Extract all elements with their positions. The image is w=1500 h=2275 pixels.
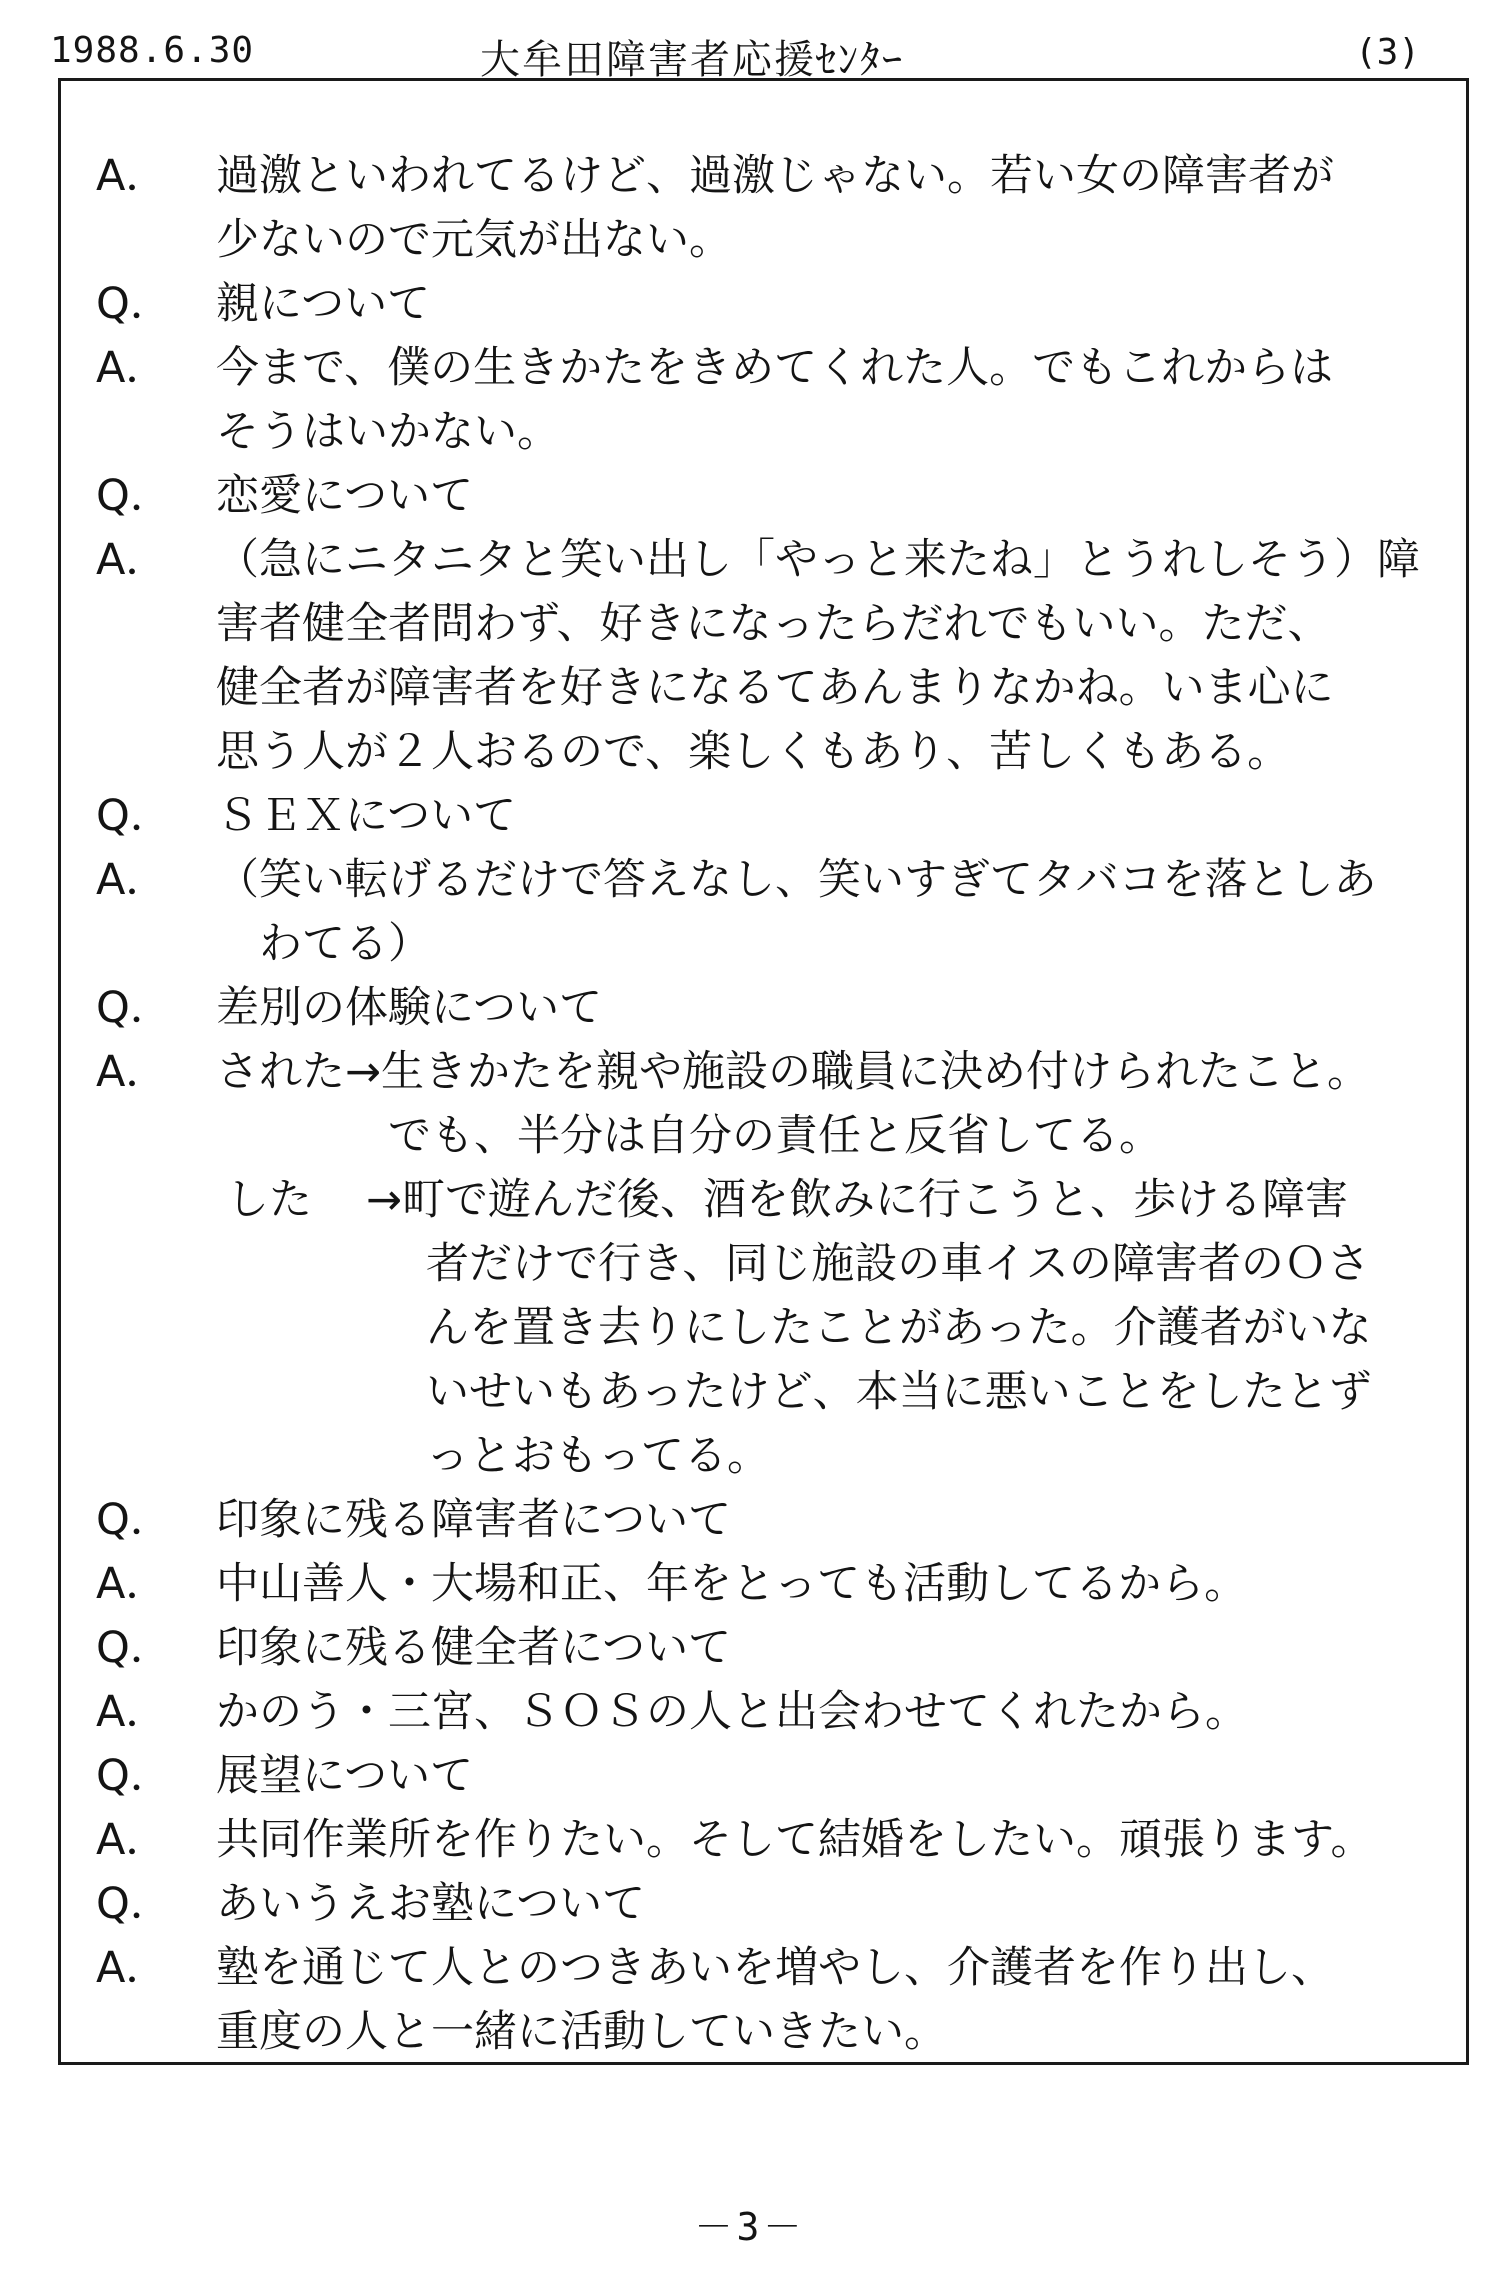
entry-text-line: 今まで、僕の生きかたをきめてくれた人。でもこれからは xyxy=(216,343,1334,393)
content-frame xyxy=(58,78,1469,2065)
question-marker: Q． xyxy=(96,471,173,521)
answer-marker: A． xyxy=(96,1687,169,1737)
entry-text-line: 重度の人と一緒に活動していきたい。 xyxy=(216,2007,947,2057)
entry-text-line: 共同作業所を作りたい。そして結婚をしたい。頑張ります。 xyxy=(216,1815,1374,1865)
question-entry xyxy=(96,1616,1456,1680)
entry-text-line: ＳＥＸについて xyxy=(216,791,517,841)
entry-text-line: 害者健全者問わず、好きになったらだれでもいい。ただ、 xyxy=(216,599,1331,649)
entry-text-line: かのう・三宮、ＳＯＳの人と出会わせてくれたから。 xyxy=(216,1687,1248,1737)
entry-text-line: いせいもあったけど、本当に悪いことをしたとず xyxy=(426,1367,1372,1417)
question-entry xyxy=(96,464,1456,528)
question-marker: Q． xyxy=(96,983,173,1033)
answer-marker: A． xyxy=(96,855,169,905)
answer-entry xyxy=(96,144,1456,272)
question-marker: Q． xyxy=(96,1879,173,1929)
entry-text-line: そうはいかない。 xyxy=(216,407,560,457)
question-marker: Q． xyxy=(96,791,173,841)
question-marker: Q． xyxy=(96,1495,173,1545)
answer-marker: A． xyxy=(96,1559,169,1609)
answer-marker: A． xyxy=(96,1047,169,1097)
entry-text-line: 展望について xyxy=(216,1751,474,1801)
organization-name: 大牟田障害者応援ｾﾝﾀｰ xyxy=(480,37,904,83)
entry-text-line: （笑い転げるだけで答えなし、笑いすぎてタバコを落としあ xyxy=(216,855,1377,905)
entry-text-line: 印象に残る障害者について xyxy=(216,1495,732,1545)
answer-entry xyxy=(96,1680,1456,1744)
page-footer-number: －3－ xyxy=(694,2205,806,2249)
entry-text-line: あいうえお塾について xyxy=(216,1879,646,1929)
answer-marker: A． xyxy=(96,151,169,201)
answer-entry xyxy=(96,528,1456,784)
entry-text-line: っとおもってる。 xyxy=(426,1431,770,1481)
issue-date: 1988.6.30 xyxy=(50,30,255,71)
entry-text-line: 恋愛について xyxy=(216,471,474,521)
entry-text-line: （急にニタニタと笑い出し「やっと来たね」とうれしそう）障 xyxy=(216,535,1420,585)
answer-entry xyxy=(96,336,1456,464)
entry-text-line: 過激といわれてるけど、過激じゃない。若い女の障害者が xyxy=(216,151,1334,201)
answer-entry xyxy=(96,848,1456,976)
question-entry xyxy=(96,784,1456,848)
page-header xyxy=(50,24,1450,84)
question-marker: Q． xyxy=(96,1751,173,1801)
answer-marker: A． xyxy=(96,535,169,585)
question-entry xyxy=(96,1872,1456,1936)
answer-entry xyxy=(96,1552,1456,1616)
entry-text-line: された→生きかたを親や施設の職員に決め付けられたこと。 xyxy=(216,1047,1371,1097)
question-marker: Q． xyxy=(96,1623,173,1673)
answer-marker: A． xyxy=(96,1943,169,1993)
question-entry xyxy=(96,1744,1456,1808)
answer-entry xyxy=(96,1040,1456,1168)
question-marker: Q． xyxy=(96,279,173,329)
sub-entry-label: した xyxy=(226,1175,312,1225)
answer-entry xyxy=(96,1936,1456,2064)
entry-text-line: 印象に残る健全者について xyxy=(216,1623,732,1673)
answer-sub-entry xyxy=(96,1168,1456,1488)
answer-marker: A． xyxy=(96,1815,169,1865)
entry-text-line: 中山善人・大場和正、年をとっても活動してるから。 xyxy=(216,1559,1248,1609)
entry-text-line: 健全者が障害者を好きになるてあんまりなかね。いま心に xyxy=(216,663,1334,713)
entry-text-line: んを置き去りにしたことがあった。介護者がいな xyxy=(426,1303,1372,1353)
entry-text-line: 親について xyxy=(216,279,431,329)
answer-entry xyxy=(96,1808,1456,1872)
entry-text-line: 思う人が２人おるので、楽しくもあり、苦しくもある。 xyxy=(216,727,1291,777)
entry-text-line: 差別の体験について xyxy=(216,983,603,1033)
answer-marker: A． xyxy=(96,343,169,393)
interview-qa-list xyxy=(96,144,1456,2064)
question-entry xyxy=(96,272,1456,336)
question-entry xyxy=(96,976,1456,1040)
question-entry xyxy=(96,1488,1456,1552)
page-marker: (3) xyxy=(1354,32,1420,73)
entry-text-line: 者だけで行き、同じ施設の車イスの障害者のＯさ xyxy=(426,1239,1370,1289)
entry-text-line: わてる） xyxy=(216,919,431,969)
entry-text-line: でも、半分は自分の責任と反省してる。 xyxy=(216,1111,1162,1161)
entry-text-line: 塾を通じて人とのつきあいを増やし、介護者を作り出し、 xyxy=(216,1943,1334,1993)
entry-text-line: 少ないので元気が出ない。 xyxy=(216,215,732,265)
entry-text-line: →町で遊んだ後、酒を飲みに行こうと、歩ける障害 xyxy=(366,1175,1349,1225)
